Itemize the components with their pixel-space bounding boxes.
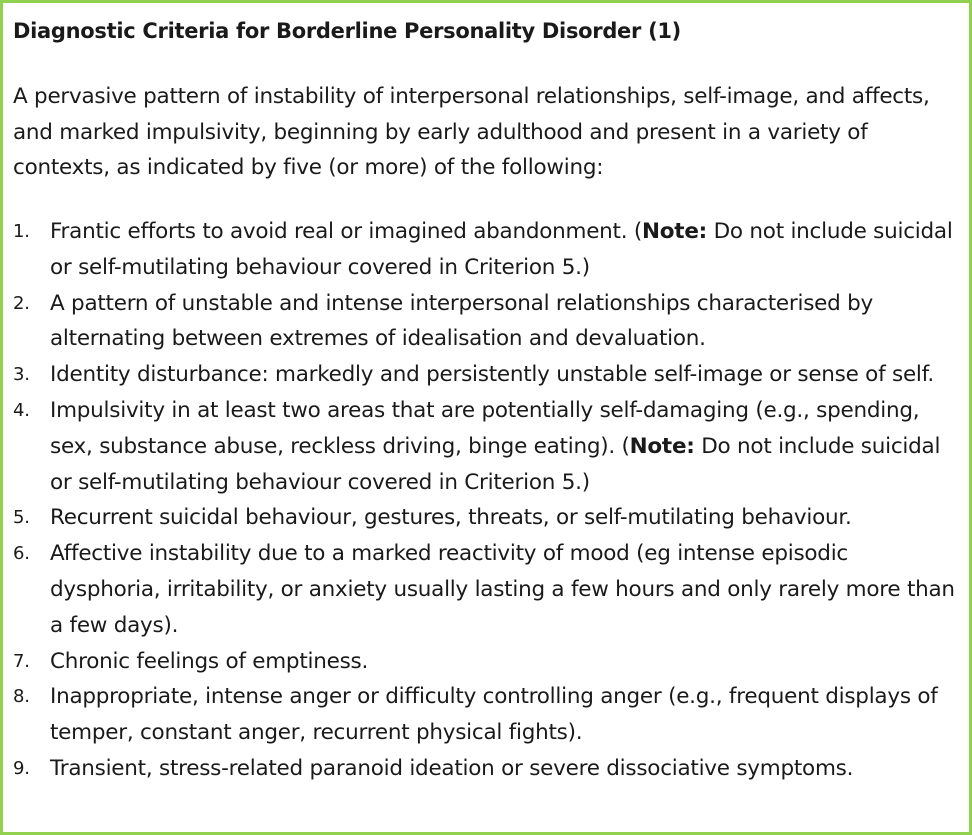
- criterion-number: 8.: [13, 686, 30, 708]
- criterion-item-3: [3, 357, 969, 393]
- criterion-text: Affective instability due to a marked reactivity of mood (eg intense episodic dysphoria, irritability, or anxiety usually lasting a few hours and only rarely more than a few days).: [50, 541, 955, 638]
- note-text: Do not include suicidal or self-mutilating behaviour covered in Criterion 5.): [50, 219, 953, 280]
- criterion-number: 2.: [13, 292, 30, 314]
- criterion-number: 6.: [13, 543, 30, 565]
- criterion-text: Identity disturbance: markedly and persistently unstable self-image or sense of self.: [50, 362, 934, 388]
- criterion-number: 4.: [13, 399, 30, 421]
- intro-paragraph: A pervasive pattern of instability of interpersonal relationships, self-image, and affects, and marked impulsivity, beginning by early adulthood and present in a variety of contexts, as indicated by five (or more) of the following:: [13, 84, 930, 180]
- criterion-text: Frantic efforts to avoid real or imagined abandonment. (: [50, 219, 643, 244]
- criterion-number: 9.: [13, 757, 30, 779]
- criterion-number: 3.: [13, 364, 30, 386]
- criterion-item-7: [3, 644, 969, 680]
- criterion-text: A pattern of unstable and intense interpersonal relationships characterised by alternating between extremes of idealisation and devaluation.: [50, 290, 873, 352]
- criterion-text: Inappropriate, intense anger or difficulty controlling anger (e.g., frequent displays of temper, constant anger, recurrent physical fights).: [50, 684, 938, 746]
- criterion-text: Transient, stress-related paranoid ideation or severe dissociative symptoms.: [50, 755, 854, 781]
- criterion-text: Impulsivity in at least two areas that are potentially self-damaging (e.g., spending, sex, substance abuse, reckless driving, binge eating). (: [50, 397, 920, 459]
- criterion-item-5: [3, 500, 969, 536]
- criterion-item-1: [3, 214, 969, 286]
- document-title: Diagnostic Criteria for Borderline Personality Disorder (1): [13, 19, 681, 43]
- note-text: Do not include suicidal or self-mutilating behaviour covered in Criterion 5.): [50, 433, 941, 495]
- criterion-item-4: [3, 393, 969, 500]
- criterion-item-9: [3, 751, 969, 787]
- criterion-text: Chronic feelings of emptiness.: [50, 648, 369, 674]
- criterion-number: 7.: [13, 650, 30, 672]
- criterion-number: 1.: [13, 221, 30, 242]
- note-label: Note:: [642, 219, 708, 244]
- criterion-item-6: [3, 536, 969, 643]
- criterion-number: 5.: [13, 507, 30, 529]
- note-label: Note:: [629, 433, 695, 459]
- criterion-item-2: [3, 286, 969, 358]
- criterion-text: Recurrent suicidal behaviour, gestures, threats, or self-mutilating behaviour.: [50, 505, 852, 531]
- criterion-item-8: [3, 679, 969, 751]
- criteria-list: [3, 214, 969, 787]
